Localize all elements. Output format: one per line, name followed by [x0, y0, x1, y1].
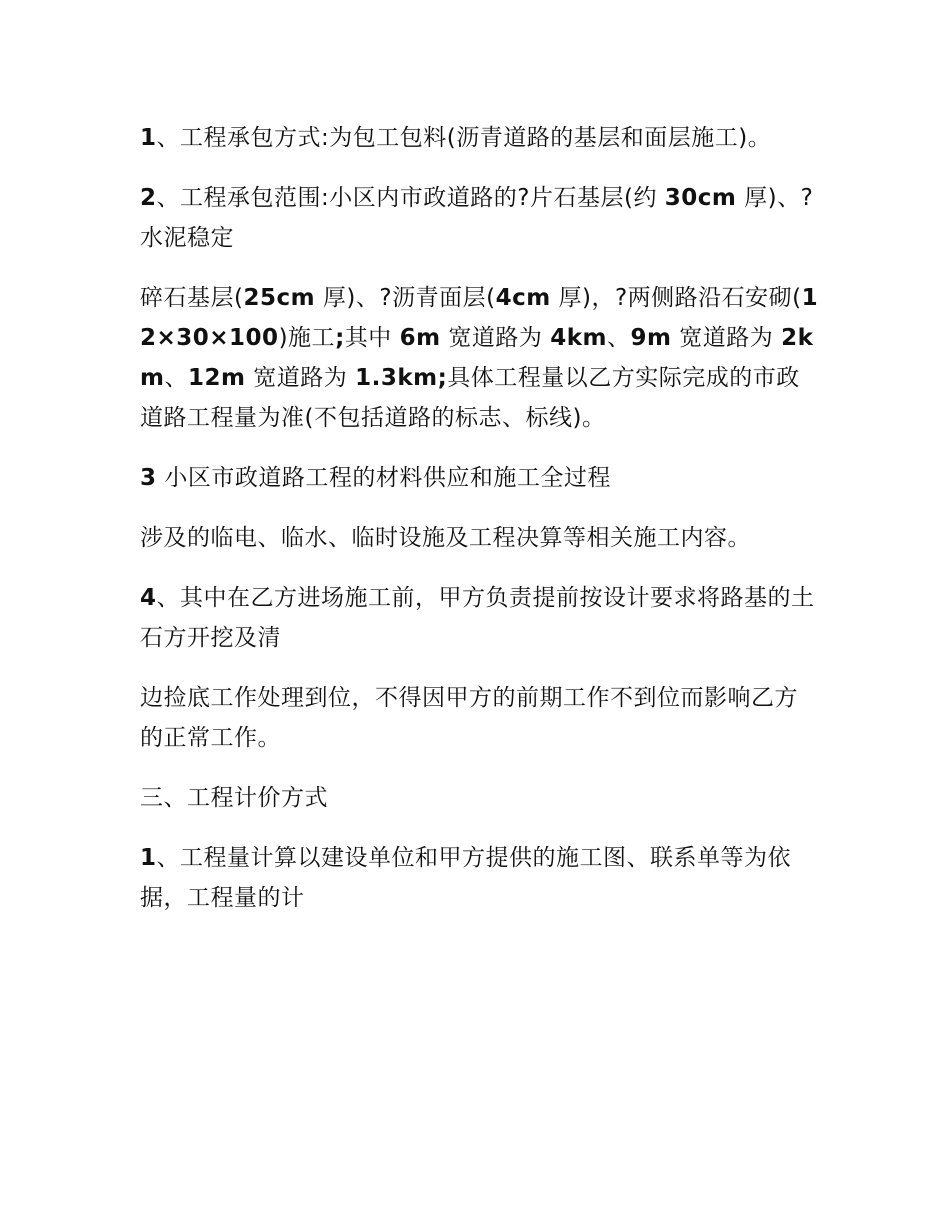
paragraph-text: 、 — [606, 325, 631, 351]
road-width-value: 12m — [187, 365, 246, 391]
paragraph-contract-method — [140, 118, 820, 158]
paragraph-text: 厚)，?两侧路沿石安砌( — [550, 285, 802, 311]
paragraph-temporary-facilities — [140, 518, 820, 558]
section-heading-pricing — [140, 778, 820, 818]
thickness-value: 30cm — [664, 185, 737, 211]
item-number: 4 — [140, 585, 157, 611]
paragraph-base-layers — [140, 278, 820, 438]
road-length-value: 4km — [550, 325, 607, 351]
item-number: 2 — [140, 185, 157, 211]
paragraph-materials — [140, 458, 820, 498]
paragraph-text: 、工程承包方式:为包工包料(沥青道路的基层和面层施工)。 — [156, 125, 772, 151]
paragraph-text: 、工程承包范围:小区内市政道路的?片石基层(约 — [156, 185, 665, 211]
paragraph-text: 具体工程量以乙方实际完成的市政道路工程量为准(不包括道路的标志、标线)。 — [140, 365, 800, 431]
paragraph-site-preparation-cont — [140, 678, 820, 758]
item-number: 1 — [140, 125, 157, 151]
thickness-value: 4cm — [495, 285, 551, 311]
paragraph-text: 小区市政道路工程的材料供应和施工全过程 — [156, 465, 611, 491]
paragraph-text: 、工程量计算以建设单位和甲方提供的施工图、联系单等为依据，工程量的计 — [140, 845, 792, 911]
paragraph-text: 宽道路为 — [440, 325, 551, 351]
punctuation: ; — [335, 325, 345, 351]
paragraph-site-preparation — [140, 578, 820, 658]
paragraph-text: 宽道路为 — [671, 325, 782, 351]
paragraph-text: 、其中在乙方进场施工前，甲方负责提前按设计要求将路基的土石方开挖及清 — [140, 585, 815, 651]
road-length-value: 2km — [140, 325, 814, 391]
paragraph-text: 涉及的临电、临水、临时设施及工程决算等相关施工内容。 — [140, 525, 751, 551]
road-width-value: 6m — [399, 325, 441, 351]
paragraph-text: 、 — [164, 365, 188, 391]
item-number: 3 — [140, 465, 157, 491]
curb-dimensions: 12×30×100 — [140, 285, 819, 351]
paragraph-text: 厚)、?沥青面层( — [315, 285, 496, 311]
thickness-value: 25cm — [243, 285, 316, 311]
item-number: 1 — [140, 845, 157, 871]
paragraph-text: 其中 — [344, 325, 400, 351]
document-body — [140, 118, 820, 938]
paragraph-text: 边捡底工作处理到位，不得因甲方的前期工作不到位而影响乙方的正常工作。 — [140, 685, 798, 751]
paragraph-text: 宽道路为 — [245, 365, 356, 391]
paragraph-text: )施工 — [278, 325, 336, 351]
paragraph-contract-scope — [140, 178, 820, 258]
road-length-value: 1.3km; — [355, 365, 448, 391]
paragraph-text: 碎石基层( — [140, 285, 244, 311]
paragraph-quantity-calculation — [140, 838, 820, 918]
road-width-value: 9m — [630, 325, 672, 351]
section-heading-text: 三、工程计价方式 — [140, 785, 328, 811]
paragraph-text: 厚)、?水泥稳定 — [140, 185, 814, 251]
